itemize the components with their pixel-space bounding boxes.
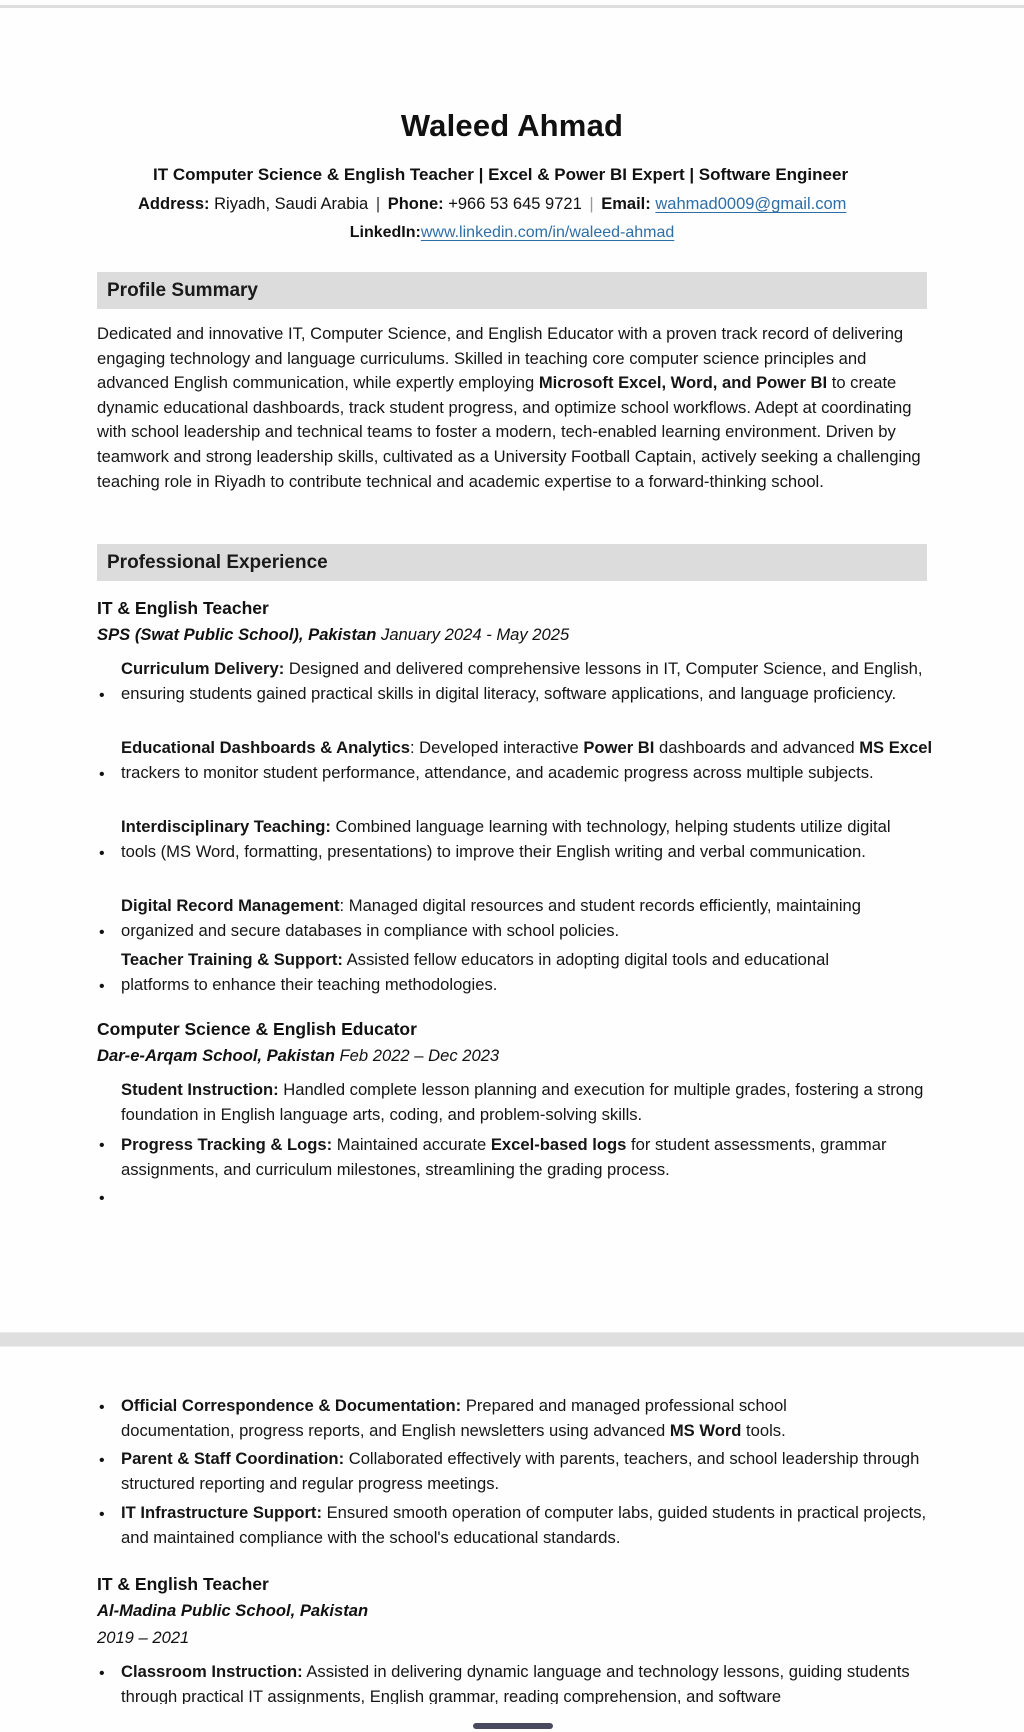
viewer-top-edge [0, 5, 1024, 8]
bullet-label: Educational Dashboards & Analytics [121, 738, 410, 757]
bullet-bold: Excel-based logs [490, 1135, 627, 1154]
bullet-icon: • [99, 687, 105, 704]
job-bullet [121, 815, 911, 864]
bullet-icon: • [99, 1137, 105, 1154]
bullet-label: Classroom Instruction: [121, 1662, 303, 1681]
bullet-label: Curriculum Delivery: [121, 659, 285, 678]
bullet-icon: • [99, 845, 105, 862]
bullet-text: Ensured smooth operation of computer labs, guided students in practical projects, and maintained compliance with the school's educational standards. [121, 1503, 927, 1547]
bullet-label: Official Correspondence & Documentation: [121, 1396, 462, 1415]
bullet-bold: Power BI [583, 738, 655, 757]
linkedin-line [0, 224, 1024, 242]
job-meta [97, 625, 569, 645]
job-bullet [121, 894, 921, 943]
bullet-text: Designed and delivered comprehensive lessons in IT, Computer Science, and English, ensuring students gained practical skills in digital literacy, software applications, and language proficiency. [121, 659, 923, 703]
job-meta [97, 1046, 499, 1066]
bullet-text: : Developed interactive [409, 738, 584, 757]
bullet-text: tools. [741, 1420, 786, 1440]
bullet-label: Digital Record Management [121, 896, 340, 915]
job-bullet [121, 1078, 941, 1127]
job-bullet [121, 1447, 931, 1496]
section-header-profile-summary [97, 272, 927, 309]
job-bullet [121, 948, 901, 997]
bullet-text: Handled complete lesson planning and execution for multiple grades, fostering a strong foundation in English language arts, coding, and problem-solving skills. [121, 1080, 924, 1124]
bullet-label: Progress Tracking & Logs: [121, 1135, 333, 1154]
email-link[interactable]: wahmad0009@gmail.com [655, 195, 847, 213]
bullet-text: : Managed digital resources and student records efficiently, maintaining organized and secure databases in compliance with school policies. [121, 896, 861, 940]
job-dates: Feb 2022 – Dec 2023 [339, 1046, 500, 1065]
bullet-text: Combined language learning with technology, helping students utilize digital tools (MS Word, formatting, presentations) to improve their English writing and verbal communication. [121, 817, 891, 861]
job-organization: Dar-e-Arqam School, Pakistan [97, 1046, 335, 1065]
job-bullet [121, 1133, 901, 1182]
email-label: Email: [601, 195, 651, 213]
linkedin-link[interactable]: www.linkedin.com/in/waleed-ahmad [420, 224, 675, 241]
job-bullet [121, 657, 931, 706]
job-bullet [121, 736, 941, 785]
candidate-headline: IT Computer Science & English Teacher | Excel & Power BI Expert | Software Engineer [153, 165, 849, 184]
bullet-label: Teacher Training & Support: [121, 950, 343, 969]
bullet-icon: • [99, 924, 105, 941]
job-organization: SPS (Swat Public School), Pakistan [97, 625, 377, 644]
page-break [0, 1332, 1024, 1347]
section-title: Profile Summary [107, 280, 258, 301]
job-organization-name: Al-Madina Public School, Pakistan [97, 1601, 369, 1620]
bullet-icon: • [99, 1665, 105, 1682]
job-dates: 2019 – 2021 [97, 1628, 190, 1647]
bullet-icon: • [99, 766, 105, 783]
job-dates: January 2024 - May 2025 [381, 625, 570, 644]
section-header-professional-experience [97, 544, 927, 581]
job-bullet [121, 1501, 931, 1550]
job-bullet [121, 1394, 891, 1443]
summary-bold-skills: Microsoft Excel, Word, and Power BI [538, 373, 828, 393]
bullet-icon: • [99, 1506, 105, 1523]
bullet-bold: MS Word [669, 1420, 742, 1440]
phone-value: +966 53 645 9721 [448, 195, 582, 213]
candidate-name: Waleed Ahmad [400, 108, 624, 143]
bullet-label: Interdisciplinary Teaching: [121, 817, 331, 836]
address-value: Riyadh, Saudi Arabia [214, 195, 369, 213]
linkedin-label: LinkedIn: [349, 224, 421, 241]
bullet-label: Parent & Staff Coordination: [121, 1449, 345, 1468]
bullet-text: trackers to monitor student performance, attendance, and academic progress across multiple subjects. [121, 762, 874, 782]
separator: | [589, 195, 594, 213]
job-bullet [121, 1660, 921, 1704]
bullet-text: Collaborated effectively with parents, teachers, and school leadership through structured reporting and regular progress meetings. [121, 1449, 920, 1493]
bullet-text: Prepared and managed professional school documentation, progress reports, and English newsletters using advanced [121, 1396, 787, 1440]
job-title: IT & English Teacher [97, 1574, 269, 1594]
section-title: Professional Experience [107, 552, 328, 573]
bullet-bold: MS Excel [859, 738, 933, 757]
job-organization [97, 1601, 368, 1621]
phone-label: Phone: [387, 195, 444, 213]
bullet-icon: • [99, 1452, 105, 1469]
separator: | [375, 195, 381, 213]
bullet-text: Maintained accurate [332, 1135, 491, 1154]
bullet-label: Student Instruction: [121, 1080, 279, 1099]
bullet-text: dashboards and advanced [654, 738, 860, 757]
bullet-icon: • [99, 1190, 105, 1207]
bullet-label: IT Infrastructure Support: [121, 1503, 322, 1522]
job-title: Computer Science & English Educator [97, 1019, 417, 1039]
bullet-icon: • [99, 978, 105, 995]
bullet-text: Assisted fellow educators in adopting digital tools and educational platforms to enhance their teaching methodologies. [121, 950, 830, 994]
bullet-icon: • [99, 1399, 105, 1416]
summary-text: to create dynamic educational dashboards, track student progress, and optimize school workflows. Adept at coordinating with school leadership and technical teams to foster a modern, tech-enabled learning environment. Driven by teamwork and strong leadership skills, cultivated as a University Football Captain, actively seeking a challenging teaching role in Riyadh to contribute technical and academic expertise to a forward-thinking school. [97, 373, 921, 491]
contact-line [138, 195, 846, 214]
job-title: IT & English Teacher [97, 598, 269, 618]
summary-text: Dedicated and innovative IT, Computer Science, and English Educator with a proven track record of delivering engaging technology and language curriculums. Skilled in teaching core computer science principles and advanced English communication, while expertly employing [97, 324, 904, 393]
home-indicator-bar[interactable] [473, 1723, 553, 1729]
bullet-text: for student assessments, grammar assignments, and curriculum milestones, streamlining the grading process. [121, 1135, 887, 1179]
bullet-text: Assisted in delivering dynamic language and technology lessons, guiding students through practical IT assignments, English grammar, reading comprehension, and software [121, 1662, 910, 1704]
profile-summary-text [97, 322, 927, 494]
address-label: Address: [138, 195, 210, 213]
